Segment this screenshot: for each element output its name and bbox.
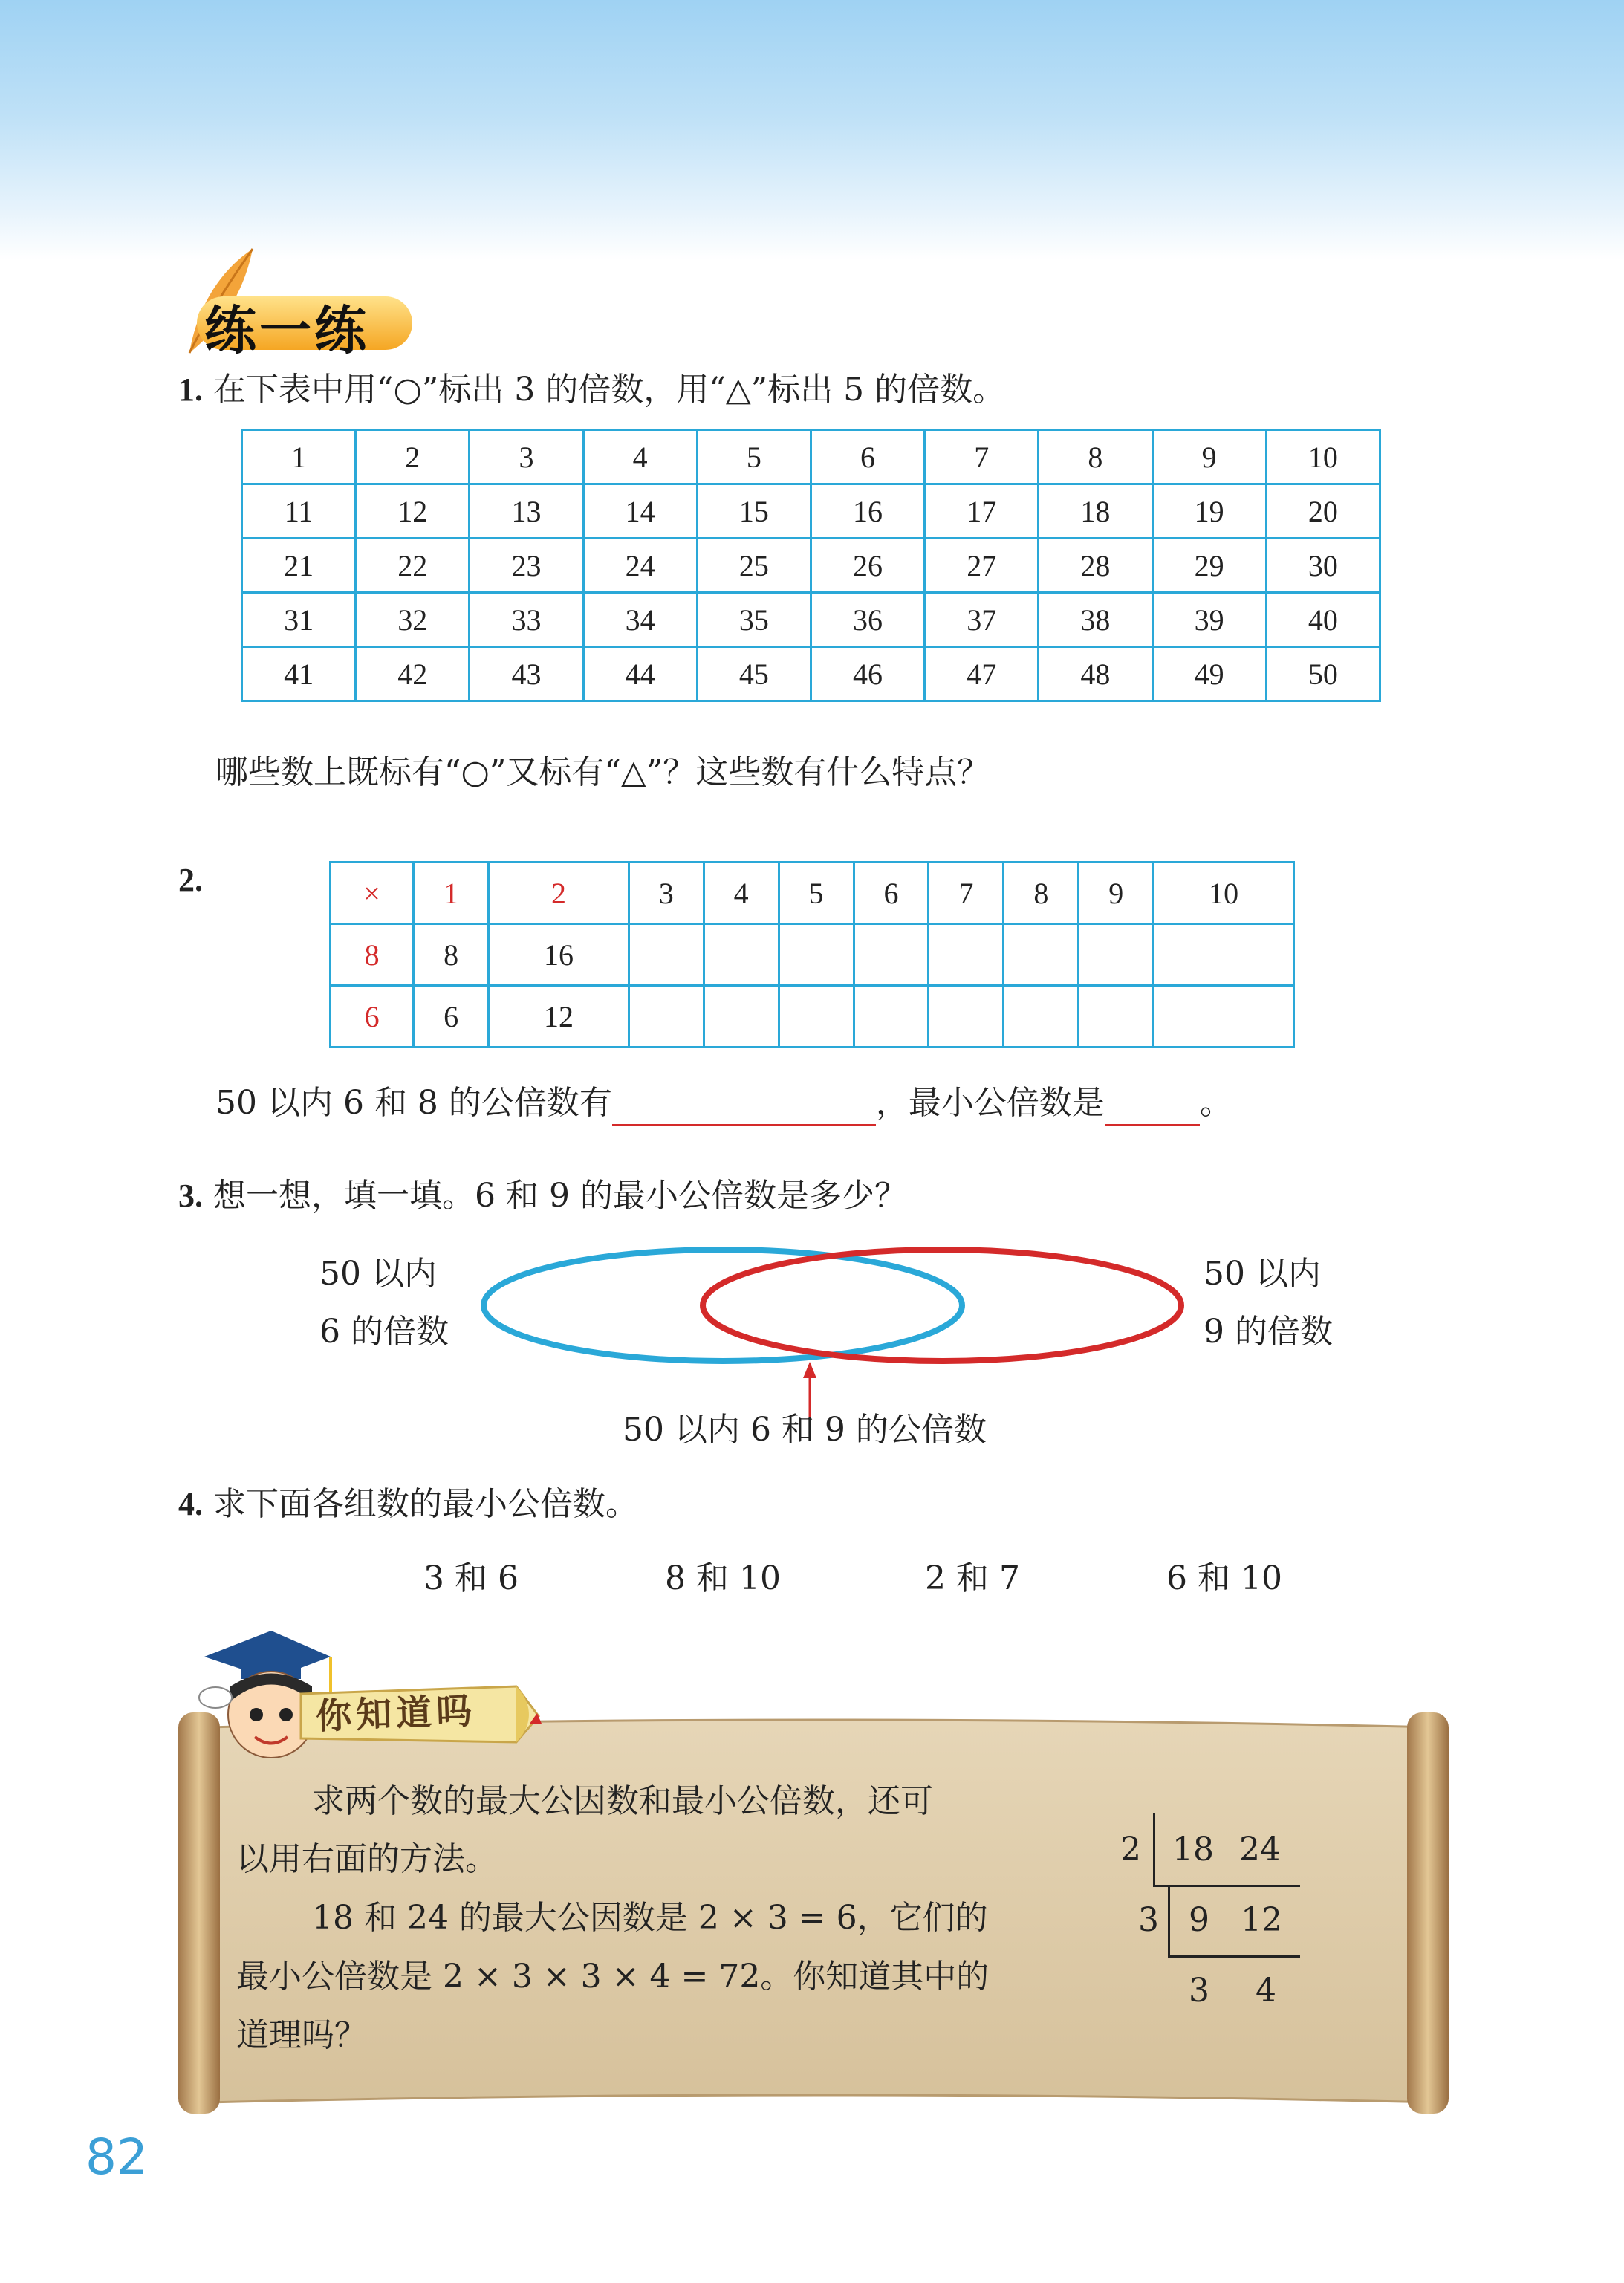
q2-fill-text-3: 。	[1199, 1084, 1232, 1122]
multiples-table-cell[interactable]: 35	[697, 593, 811, 647]
multiplication-table-blank-cell[interactable]	[629, 924, 704, 986]
venn-right-label-1: 50 以内	[1204, 1255, 1321, 1293]
multiples-table-cell[interactable]: 25	[697, 539, 811, 593]
multiples-table-cell[interactable]: 33	[470, 593, 583, 647]
multiples-table-cell[interactable]: 37	[925, 593, 1039, 647]
division-dividend-1a: 18	[1172, 1831, 1214, 1868]
multiplication-table-row	[331, 986, 1294, 1048]
multiples-table-cell[interactable]: 14	[583, 484, 697, 539]
q2-fill-line	[215, 1081, 1232, 1126]
multiples-table-cell[interactable]: 2	[356, 430, 470, 484]
multiples-table-cell[interactable]: 44	[583, 647, 697, 701]
q4-pair-2: 8 和 10	[665, 1559, 781, 1597]
q2-fill-text-1: 50 以内 6 和 8 的公倍数有	[215, 1084, 612, 1122]
multiplication-table-blank-cell[interactable]	[1004, 924, 1079, 986]
venn-bottom-label: 50 以内 6 和 9 的公倍数	[623, 1411, 987, 1449]
venn-diagram	[475, 1237, 1189, 1423]
multiples-table-cell[interactable]: 31	[242, 593, 356, 647]
multiples-table-cell[interactable]: 47	[925, 647, 1039, 701]
multiplication-table-header-cell: 4	[704, 863, 779, 924]
multiples-table-cell[interactable]: 42	[356, 647, 470, 701]
multiples-table	[241, 429, 1381, 702]
multiplication-table-header-cell: ×	[331, 863, 414, 924]
multiplication-table-blank-cell[interactable]	[704, 924, 779, 986]
multiplication-table-blank-cell[interactable]	[1154, 986, 1294, 1048]
multiplication-table-cell: 6	[414, 986, 489, 1048]
q3-line	[178, 1174, 907, 1218]
multiplication-table-blank-cell[interactable]	[929, 924, 1004, 986]
multiples-table-cell[interactable]: 10	[1266, 430, 1380, 484]
multiples-table-cell[interactable]: 49	[1152, 647, 1266, 701]
multiples-table-cell[interactable]: 39	[1152, 593, 1266, 647]
venn-right-label-2: 9 的倍数	[1204, 1313, 1333, 1351]
q4-pair-3: 2 和 7	[925, 1559, 1020, 1597]
division-quotient-b: 4	[1256, 1972, 1276, 2010]
multiplication-table-header-cell: 7	[929, 863, 1004, 924]
q1-question: 哪些数上既标有“○”又标有“△”？这些数有什么特点？	[215, 753, 990, 791]
multiples-table-cell[interactable]: 36	[811, 593, 924, 647]
division-bracket-v1	[1153, 1813, 1155, 1887]
multiples-table-cell[interactable]: 32	[356, 593, 470, 647]
did-you-know-title: 你知道吗	[315, 1690, 478, 1738]
venn-left-label-2: 6 的倍数	[319, 1313, 449, 1351]
page-number: 82	[85, 2128, 148, 2186]
lcm-blank[interactable]	[1105, 1087, 1200, 1126]
multiplication-table-blank-cell[interactable]	[704, 986, 779, 1048]
multiplication-table-blank-cell[interactable]	[929, 986, 1004, 1048]
q4-line	[178, 1482, 638, 1527]
division-dividend-2b: 12	[1241, 1901, 1282, 1939]
multiples-table-cell[interactable]: 43	[470, 647, 583, 701]
multiples-table-cell[interactable]: 11	[242, 484, 356, 539]
q3-text: 想一想，填一填。6 和 9 的最小公倍数是多少？	[213, 1177, 907, 1215]
multiples-table-cell[interactable]: 23	[470, 539, 583, 593]
multiples-table-row	[242, 539, 1380, 593]
dyk-para2-line3: 道理吗？	[236, 2016, 367, 2054]
multiples-table-cell[interactable]: 26	[811, 539, 924, 593]
multiples-table-cell[interactable]: 19	[1152, 484, 1266, 539]
division-bracket-v2	[1168, 1887, 1170, 1958]
division-dividend-2a: 9	[1189, 1901, 1209, 1939]
multiples-table-row	[242, 647, 1380, 701]
multiples-table-cell[interactable]: 7	[925, 430, 1039, 484]
multiplication-table-blank-cell[interactable]	[1079, 986, 1154, 1048]
short-division	[1114, 1813, 1308, 2036]
multiplication-table-blank-cell[interactable]	[1154, 924, 1294, 986]
division-bracket-h2	[1168, 1955, 1300, 1958]
multiples-table-cell[interactable]: 6	[811, 430, 924, 484]
q4-pair-4: 6 和 10	[1166, 1559, 1282, 1597]
multiples-table-cell[interactable]: 38	[1039, 593, 1152, 647]
multiples-table-row	[242, 430, 1380, 484]
dyk-para1-line2: 以用右面的方法。	[236, 1840, 498, 1878]
q2-fill-text-2: ，最小公倍数是	[875, 1084, 1105, 1122]
multiples-table-cell[interactable]: 30	[1266, 539, 1380, 593]
multiples-table-cell[interactable]: 1	[242, 430, 356, 484]
multiples-table-cell[interactable]: 4	[583, 430, 697, 484]
q3-number: 3.	[178, 1178, 203, 1214]
multiples-table-cell[interactable]: 13	[470, 484, 583, 539]
multiplication-table	[329, 861, 1295, 1048]
division-divisor-2: 3	[1138, 1901, 1159, 1939]
multiples-table-cell[interactable]: 18	[1039, 484, 1152, 539]
multiples-table-cell[interactable]: 20	[1266, 484, 1380, 539]
q1-number: 1.	[178, 371, 203, 408]
multiples-table-cell[interactable]: 15	[697, 484, 811, 539]
multiples-table-cell[interactable]: 5	[697, 430, 811, 484]
q4-pair-1: 3 和 6	[423, 1559, 519, 1597]
multiplication-table-cell: 12	[489, 986, 629, 1048]
multiples-table-cell[interactable]: 3	[470, 430, 583, 484]
multiplication-table-blank-cell[interactable]	[1004, 986, 1079, 1048]
multiplication-table-header-cell: 2	[489, 863, 629, 924]
multiplication-table-header-cell: 6	[854, 863, 929, 924]
multiplication-table-cell: 6	[331, 986, 414, 1048]
venn-6-multiples-ellipse[interactable]	[484, 1250, 962, 1361]
multiples-table-cell[interactable]: 17	[925, 484, 1039, 539]
multiplication-table-header-cell: 8	[1004, 863, 1079, 924]
q1-line	[178, 368, 1005, 412]
dyk-para2-line2: 最小公倍数是 2 × 3 × 3 × 4 = 72。你知道其中的	[236, 1958, 990, 1995]
division-quotient-a: 3	[1189, 1972, 1209, 2010]
multiples-table-cell[interactable]: 24	[583, 539, 697, 593]
multiples-table-cell[interactable]: 41	[242, 647, 356, 701]
multiples-table-cell[interactable]: 12	[356, 484, 470, 539]
multiples-table-row	[242, 484, 1380, 539]
multiples-table-cell[interactable]: 21	[242, 539, 356, 593]
multiples-table-cell[interactable]: 50	[1266, 647, 1380, 701]
multiples-table-cell[interactable]: 46	[811, 647, 924, 701]
multiplication-table-row	[331, 924, 1294, 986]
multiplication-table-cell: 16	[489, 924, 629, 986]
multiples-table-cell[interactable]: 28	[1039, 539, 1152, 593]
multiplication-table-blank-cell[interactable]	[1079, 924, 1154, 986]
multiplication-table-blank-cell[interactable]	[854, 924, 929, 986]
venn-left-label-1: 50 以内	[319, 1255, 437, 1293]
venn-9-multiples-ellipse[interactable]	[703, 1250, 1181, 1361]
common-multiples-blank[interactable]	[612, 1087, 876, 1126]
multiples-table-cell[interactable]: 45	[697, 647, 811, 701]
q4-number: 4.	[178, 1486, 203, 1522]
division-bracket-h1	[1153, 1885, 1300, 1887]
division-divisor-1: 2	[1120, 1831, 1141, 1868]
header-band	[0, 0, 1624, 260]
q4-text: 求下面各组数的最小公倍数。	[213, 1485, 638, 1523]
q1-text: 在下表中用“○”标出 3 的倍数，用“△”标出 5 的倍数。	[213, 371, 1006, 409]
multiples-table-cell[interactable]: 34	[583, 593, 697, 647]
multiplication-table-header-cell: 9	[1079, 863, 1154, 924]
multiplication-table-header-cell: 3	[629, 863, 704, 924]
multiples-table-cell[interactable]: 29	[1152, 539, 1266, 593]
multiples-table-cell[interactable]: 27	[925, 539, 1039, 593]
multiplication-table-blank-cell[interactable]	[629, 986, 704, 1048]
multiples-table-cell[interactable]: 16	[811, 484, 924, 539]
multiples-table-row	[242, 593, 1380, 647]
multiplication-table-header-cell: 10	[1154, 863, 1294, 924]
multiplication-table-header-cell: 5	[779, 863, 854, 924]
multiples-table-cell[interactable]: 9	[1152, 430, 1266, 484]
multiples-table-cell[interactable]: 8	[1039, 430, 1152, 484]
venn-arrow-head	[803, 1362, 816, 1378]
multiplication-table-cell: 8	[331, 924, 414, 986]
practice-banner	[175, 286, 420, 361]
multiples-table-cell[interactable]: 22	[356, 539, 470, 593]
multiplication-table-header-cell: 1	[414, 863, 489, 924]
q2-number: 2.	[178, 862, 203, 898]
multiplication-table-blank-cell[interactable]	[779, 924, 854, 986]
dyk-para2-line1: 18 和 24 的最大公因数是 2 × 3 = 6，它们的	[312, 1899, 988, 1937]
practice-title: 练一练	[204, 300, 369, 361]
multiplication-table-header-row	[331, 863, 1294, 924]
multiplication-table-blank-cell[interactable]	[854, 986, 929, 1048]
multiples-table-cell[interactable]: 40	[1266, 593, 1380, 647]
multiplication-table-blank-cell[interactable]	[779, 986, 854, 1048]
multiplication-table-cell: 8	[414, 924, 489, 986]
multiples-table-cell[interactable]: 48	[1039, 647, 1152, 701]
dyk-para1-line1: 求两个数的最大公因数和最小公倍数，还可	[312, 1782, 933, 1820]
division-dividend-1b: 24	[1239, 1831, 1281, 1868]
